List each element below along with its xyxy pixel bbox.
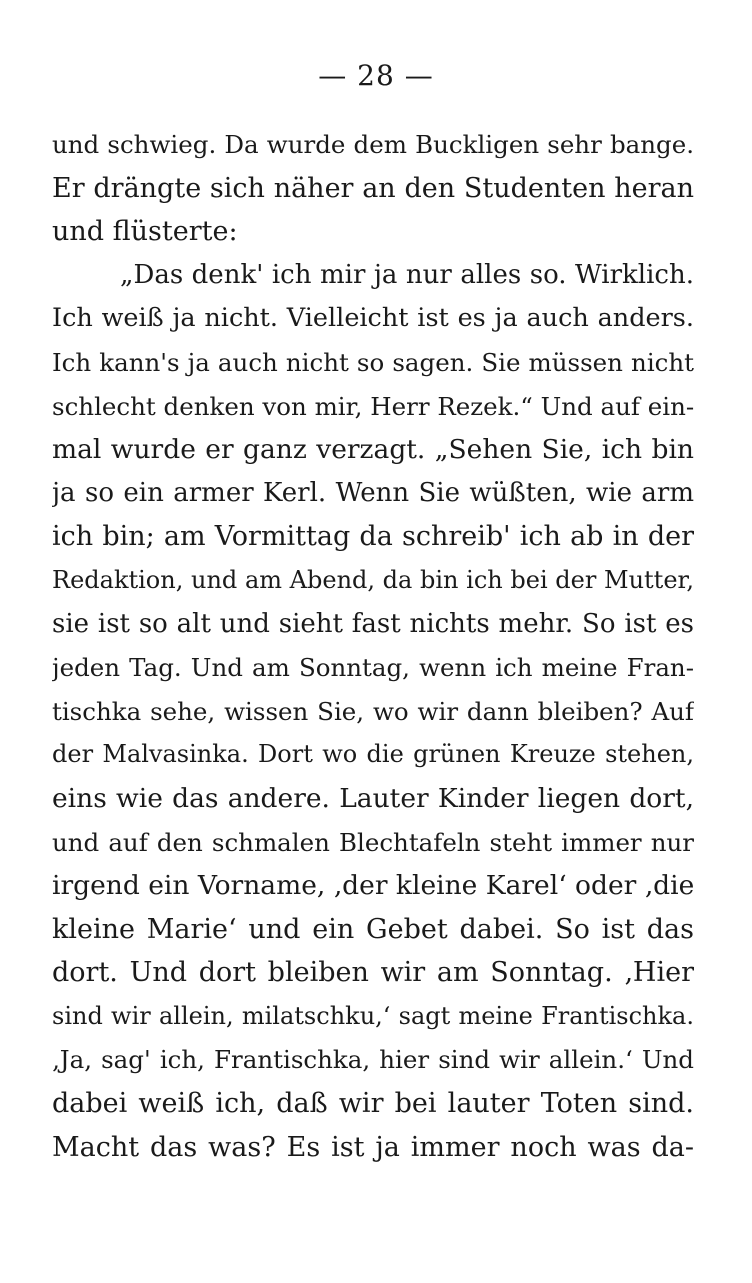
body-text [52,123,694,1169]
text-line: Er drängte sich näher an den Studenten heran [52,172,694,204]
text-line: und auf den schmalen Blechtafeln steht immer nur [52,827,694,857]
text-line: ja so ein armer Kerl. Wenn Sie wüßten, wie arm [52,477,694,508]
text-line: sind wir allein, milatschku,‘ sagt meine Frantischka. [52,1001,694,1030]
page-number-header: — 28 — [318,59,434,92]
text-line: dort. Und dort bleiben wir am Sonntag. ‚Hier [52,957,694,989]
text-line: der Malvasinka. Dort wo die grünen Kreuze stehen, [52,740,694,769]
text-line: Redaktion, und am Abend, da bin ich bei der Mutter, [52,565,694,594]
text-line: irgend ein Vorname, ‚der kleine Karel‘ oder ‚die [52,870,694,902]
text-line: eins wie das andere. Lauter Kinder liegen dort, [52,782,694,814]
text-line: dabei weiß ich, daß wir bei lauter Toten sind. [52,1088,694,1120]
text-line: mal wurde er ganz verzagt. „Sehen Sie, ich bin [52,434,694,466]
text-line: schlecht denken von mir, Herr Rezek.“ Und auf ein- [52,391,694,421]
text-line: Macht das was? Es ist ja immer noch was da- [52,1131,694,1163]
text-line: und schwieg. Da wurde dem Buckligen sehr bange. [52,130,694,159]
text-line: jeden Tag. Und am Sonntag, wenn ich meine Fran- [52,653,694,683]
text-line: kleine Marie‘ und ein Gebet dabei. So ist das [52,913,694,945]
text-line: „Das denk' ich mir ja nur alles so. Wirklich. [120,259,694,290]
text-line: ich bin; am Vormittag da schreib' ich ab in der [52,521,694,553]
text-line: tischka sehe, wissen Sie, wo wir dann bleiben? Auf [52,696,694,726]
text-line: ‚Ja, sag' ich, Frantischka, hier sind wir allein.‘ Und [52,1045,694,1075]
text-line: Ich kann's ja auch nicht so sagen. Sie müssen nicht [52,347,694,377]
text-line: sie ist so alt und sieht fast nichts mehr. So ist es [52,608,694,639]
text-line: und flüsterte: [52,216,238,248]
text-line: Ich weiß ja nicht. Vielleicht ist es ja auch anders. [52,303,694,334]
